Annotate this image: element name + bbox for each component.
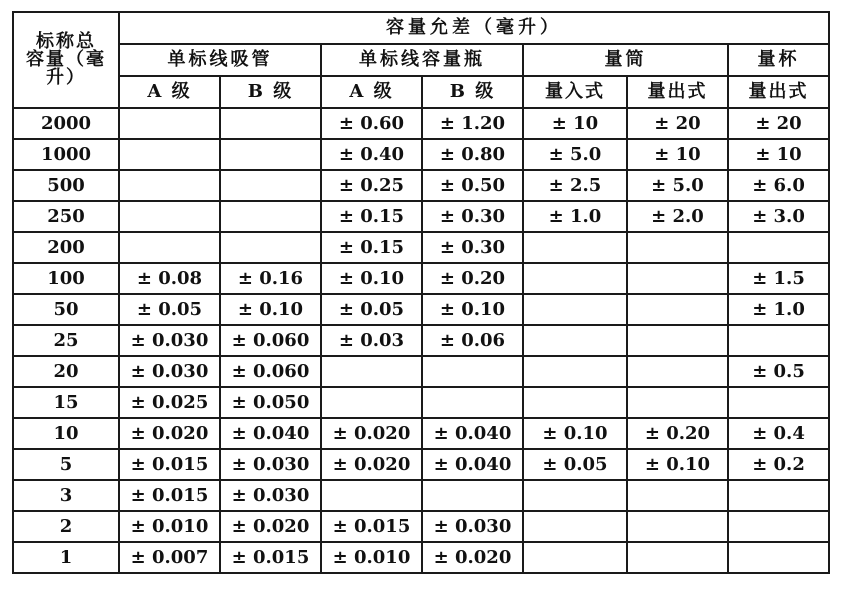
- nominal-capacity-header: [13, 12, 119, 108]
- table-cell: ± 0.030: [119, 325, 220, 356]
- table-row: [13, 511, 829, 542]
- table-cell: [523, 263, 627, 294]
- table-cell: ± 0.08: [119, 263, 220, 294]
- group-header-volumetric-flask: 单标线容量瓶: [321, 44, 523, 76]
- table-cell: ± 0.25: [321, 170, 422, 201]
- table-cell: [627, 480, 728, 511]
- table-cell: ± 0.020: [119, 418, 220, 449]
- table-cell: ± 0.020: [220, 511, 321, 542]
- capacity-cell: 50: [13, 294, 119, 325]
- table-body: [13, 108, 829, 573]
- table-cell: ± 0.5: [728, 356, 829, 387]
- table-cell: [321, 356, 422, 387]
- table-cell: ± 0.060: [220, 356, 321, 387]
- table-cell: ± 0.020: [321, 418, 422, 449]
- table-cell: ± 0.007: [119, 542, 220, 573]
- capacity-cell: 25: [13, 325, 119, 356]
- table-cell: ± 0.60: [321, 108, 422, 139]
- table-cell: ± 0.10: [321, 263, 422, 294]
- table-cell: [119, 139, 220, 170]
- table-cell: ± 1.5: [728, 263, 829, 294]
- subheader-pipette-a: A 级: [119, 76, 220, 108]
- table-row: [13, 170, 829, 201]
- table-cell: ± 0.15: [321, 232, 422, 263]
- tolerance-table-frame: [12, 11, 828, 587]
- table-cell: [220, 170, 321, 201]
- table-cell: ± 0.20: [422, 263, 523, 294]
- table-cell: [119, 232, 220, 263]
- table-cell: ± 0.030: [220, 480, 321, 511]
- table-row: [13, 139, 829, 170]
- corner-line-2: 容量（毫: [26, 49, 106, 70]
- table-cell: [422, 356, 523, 387]
- table-cell: ± 0.05: [119, 294, 220, 325]
- table-cell: ± 0.05: [321, 294, 422, 325]
- table-row: [13, 232, 829, 263]
- table-cell: [523, 387, 627, 418]
- table-cell: ± 3.0: [728, 201, 829, 232]
- table-cell: [523, 294, 627, 325]
- table-cell: ± 0.040: [422, 449, 523, 480]
- table-cell: ± 0.10: [627, 449, 728, 480]
- table-cell: ± 0.30: [422, 232, 523, 263]
- table-cell: ± 1.20: [422, 108, 523, 139]
- table-cell: [728, 387, 829, 418]
- corner-line-3: 升）: [46, 67, 86, 88]
- table-cell: [220, 232, 321, 263]
- table-row: [13, 325, 829, 356]
- subheader-cylinder-out: 量出式: [627, 76, 728, 108]
- capacity-tolerance-table: [12, 11, 830, 574]
- table-header: [13, 12, 829, 108]
- table-cell: ± 10: [523, 108, 627, 139]
- table-cell: [220, 139, 321, 170]
- table-cell: [119, 108, 220, 139]
- table-cell: [220, 201, 321, 232]
- table-cell: ± 0.4: [728, 418, 829, 449]
- table-cell: ± 0.030: [220, 449, 321, 480]
- table-cell: ± 0.80: [422, 139, 523, 170]
- table-cell: [523, 356, 627, 387]
- table-cell: ± 0.010: [321, 542, 422, 573]
- capacity-cell: 1000: [13, 139, 119, 170]
- subheader-cup-out: 量出式: [728, 76, 829, 108]
- table-cell: ± 6.0: [728, 170, 829, 201]
- subheader-pipette-b: B 级: [220, 76, 321, 108]
- table-row: [13, 108, 829, 139]
- table-cell: ± 0.040: [220, 418, 321, 449]
- table-row: [13, 418, 829, 449]
- table-cell: ± 0.05: [523, 449, 627, 480]
- table-cell: ± 0.03: [321, 325, 422, 356]
- table-cell: ± 0.030: [119, 356, 220, 387]
- table-cell: ± 10: [627, 139, 728, 170]
- table-cell: ± 5.0: [523, 139, 627, 170]
- group-header-pipette: 单标线吸管: [119, 44, 321, 76]
- table-cell: [627, 325, 728, 356]
- table-cell: ± 0.015: [119, 449, 220, 480]
- table-cell: ± 0.10: [422, 294, 523, 325]
- table-cell: ± 0.010: [119, 511, 220, 542]
- table-cell: ± 1.0: [728, 294, 829, 325]
- table-cell: ± 0.050: [220, 387, 321, 418]
- capacity-cell: 100: [13, 263, 119, 294]
- table-cell: [422, 387, 523, 418]
- table-cell: [627, 387, 728, 418]
- table-cell: [728, 480, 829, 511]
- table-row: [13, 387, 829, 418]
- table-cell: ± 2.5: [523, 170, 627, 201]
- capacity-cell: 20: [13, 356, 119, 387]
- table-cell: ± 0.2: [728, 449, 829, 480]
- table-row: [13, 201, 829, 232]
- table-cell: ± 0.060: [220, 325, 321, 356]
- table-cell: [627, 511, 728, 542]
- table-cell: [523, 511, 627, 542]
- capacity-cell: 10: [13, 418, 119, 449]
- table-cell: ± 0.16: [220, 263, 321, 294]
- capacity-cell: 15: [13, 387, 119, 418]
- table-cell: ± 0.06: [422, 325, 523, 356]
- table-row: [13, 294, 829, 325]
- table-cell: ± 1.0: [523, 201, 627, 232]
- table-cell: ± 0.15: [321, 201, 422, 232]
- table-cell: [728, 232, 829, 263]
- subheader-flask-b: B 级: [422, 76, 523, 108]
- subheader-flask-a: A 级: [321, 76, 422, 108]
- table-cell: ± 2.0: [627, 201, 728, 232]
- table-cell: ± 0.020: [321, 449, 422, 480]
- table-cell: ± 0.015: [321, 511, 422, 542]
- table-cell: [119, 170, 220, 201]
- table-cell: ± 0.015: [119, 480, 220, 511]
- table-cell: ± 0.30: [422, 201, 523, 232]
- capacity-cell: 200: [13, 232, 119, 263]
- table-cell: ± 5.0: [627, 170, 728, 201]
- capacity-cell: 3: [13, 480, 119, 511]
- capacity-cell: 2: [13, 511, 119, 542]
- table-cell: ± 0.40: [321, 139, 422, 170]
- table-row: [13, 449, 829, 480]
- group-header-measuring-cup: 量杯: [728, 44, 829, 76]
- table-cell: ± 0.10: [523, 418, 627, 449]
- capacity-cell: 2000: [13, 108, 119, 139]
- table-cell: ± 0.025: [119, 387, 220, 418]
- capacity-cell: 5: [13, 449, 119, 480]
- table-row: [13, 356, 829, 387]
- table-cell: [523, 542, 627, 573]
- table-row: [13, 542, 829, 573]
- table-row: [13, 480, 829, 511]
- table-cell: [220, 108, 321, 139]
- corner-line-1: 标称总: [36, 31, 96, 52]
- table-cell: [627, 263, 728, 294]
- group-header-measuring-cylinder: 量筒: [523, 44, 728, 76]
- table-cell: [523, 232, 627, 263]
- table-cell: [627, 294, 728, 325]
- table-cell: [627, 356, 728, 387]
- capacity-cell: 1: [13, 542, 119, 573]
- table-cell: [627, 542, 728, 573]
- table-cell: [523, 480, 627, 511]
- table-cell: ± 0.040: [422, 418, 523, 449]
- table-cell: ± 0.20: [627, 418, 728, 449]
- table-cell: [728, 325, 829, 356]
- table-cell: ± 0.10: [220, 294, 321, 325]
- table-row: [13, 263, 829, 294]
- table-cell: [728, 511, 829, 542]
- table-cell: ± 0.50: [422, 170, 523, 201]
- table-cell: [422, 480, 523, 511]
- table-cell: [321, 387, 422, 418]
- table-cell: [728, 542, 829, 573]
- table-cell: [119, 201, 220, 232]
- table-cell: [321, 480, 422, 511]
- table-cell: ± 20: [627, 108, 728, 139]
- table-cell: [627, 232, 728, 263]
- subheader-cylinder-in: 量入式: [523, 76, 627, 108]
- table-cell: ± 0.020: [422, 542, 523, 573]
- table-cell: ± 0.030: [422, 511, 523, 542]
- capacity-cell: 500: [13, 170, 119, 201]
- table-cell: [523, 325, 627, 356]
- capacity-cell: 250: [13, 201, 119, 232]
- table-cell: ± 10: [728, 139, 829, 170]
- table-cell: ± 20: [728, 108, 829, 139]
- table-cell: ± 0.015: [220, 542, 321, 573]
- tolerance-title-header: 容量允差（毫升）: [119, 12, 829, 44]
